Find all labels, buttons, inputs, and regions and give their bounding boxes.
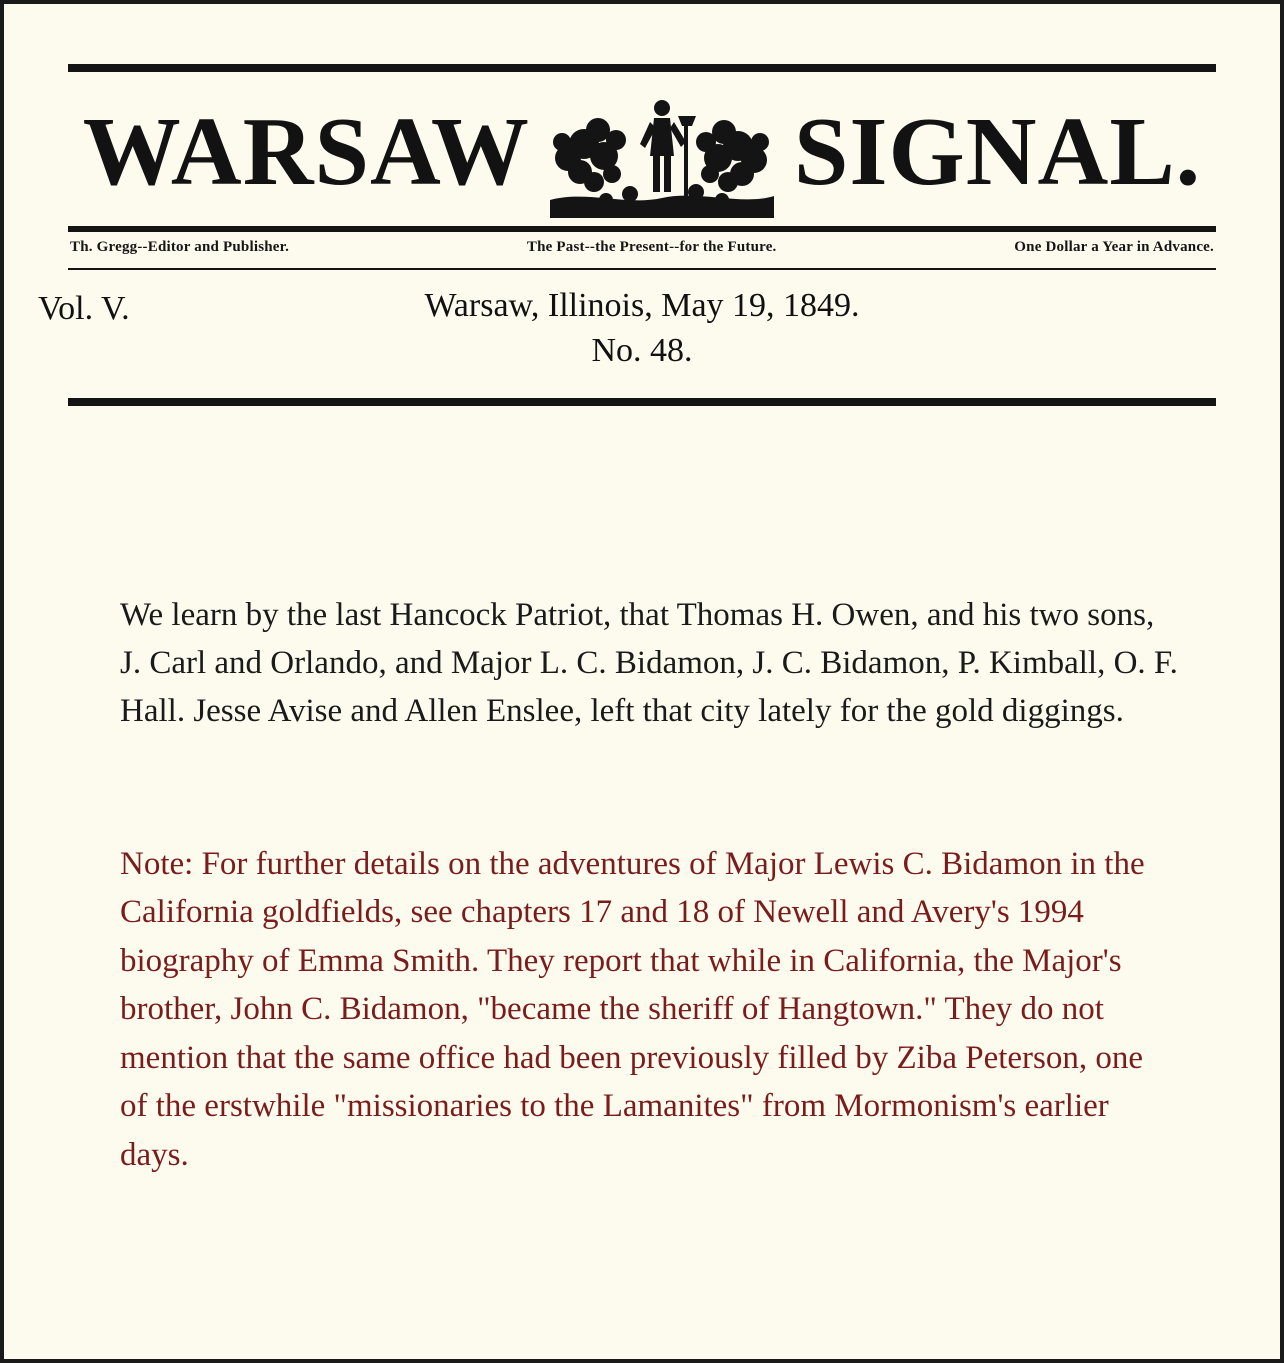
masthead-tagline-row — [68, 232, 1216, 262]
masthead-title-left: WARSAW — [82, 98, 530, 206]
issue-number-label: No. 48. — [591, 331, 693, 369]
masthead-title-right: SIGNAL. — [793, 98, 1202, 206]
masthead-title-row — [68, 76, 1216, 226]
volume-label: Vol. V. — [38, 290, 130, 327]
page-body — [68, 406, 1216, 1179]
editor-publisher-line: Th. Gregg--Editor and Publisher. — [70, 239, 290, 255]
masthead — [68, 64, 1216, 270]
place-date-label: Warsaw, Illinois, May 19, 1849. — [424, 287, 860, 324]
issue-line-rule — [68, 398, 1216, 406]
article-paragraph: We learn by the last Hancock Patriot, that Thomas H. Owen, and his two sons, J. Carl and Orlando, and Major L. C. Bidamon, J. C. Bidamon, P. Kimball, O. F. Hall. Jesse Avise and Allen Enslee, left that city lately for the gold diggings. — [120, 597, 1178, 729]
issue-line — [38, 270, 1216, 390]
editor-note-paragraph: Note: For further details on the adventures of Major Lewis C. Bidamon in the California goldfields, see chapters 17 and 18 of Newell and Avery's 1994 biography of Emma Smith. They report that while in California, the Major's brother, John C. Bidamon, "became the sheriff of Hangtown." They do not mention that the same office had been previously filled by Ziba Peterson, one of the erstwhile "missionaries to the Lamanites" from Mormonism's earlier days. — [120, 845, 1145, 1173]
masthead-engraving-icon — [546, 82, 778, 222]
motto-line: The Past--the Present--for the Future. — [526, 239, 777, 255]
masthead-top-rule — [68, 64, 1216, 72]
subscription-price-line: One Dollar a Year in Advance. — [1014, 239, 1214, 255]
